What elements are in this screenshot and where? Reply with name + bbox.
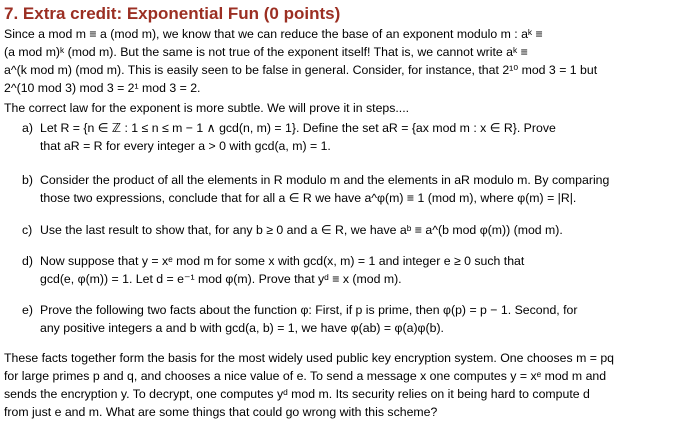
item-label: b)	[22, 173, 33, 187]
closing-line-2: for large primes p and q, and chooses a nice value of e. To send a message x one computes y = xᵉ mod m and	[4, 369, 607, 383]
item-d-line-1: Now suppose that y = xᵉ mod m for some x with gcd(x, m) = 1 and integer e ≥ 0 such that	[40, 254, 525, 268]
intro-line-2: (a mod m)ᵏ (mod m). But the same is not true of the exponent itself! That is, we cannot write aᵏ ≡	[4, 45, 528, 59]
item-b-cont	[22, 190, 682, 206]
closing-line-1: These facts together form the basis for the most widely used public key encryption system. One chooses m = pq	[4, 351, 615, 365]
item-label: d)	[22, 254, 33, 268]
item-e-cont	[22, 320, 682, 336]
lead-sentence: The correct law for the exponent is more subtle. We will prove it in steps....	[4, 101, 410, 115]
item-label: a)	[22, 121, 33, 135]
item-c	[22, 222, 682, 238]
item-e-line-2: any positive integers a and b with gcd(a, b) = 1, we have φ(ab) = φ(a)φ(b).	[40, 321, 444, 335]
intro-line-4: 2^(10 mod 3) mod 3 = 2¹ mod 3 = 2.	[4, 81, 201, 95]
item-d	[22, 253, 682, 269]
item-a-line-1: Let R = {n ∈ ℤ : 1 ≤ n ≤ m − 1 ∧ gcd(n, m) = 1}. Define the set aR = {ax mod m : x ∈ R}. Prove	[40, 121, 556, 135]
item-d-cont	[22, 271, 682, 287]
problem-title: 7. Extra credit: Exponential Fun (0 points)	[4, 4, 341, 23]
item-label: c)	[22, 223, 33, 237]
intro-line-1: Since a mod m ≡ a (mod m), we know that we can reduce the base of an exponent modulo m : aᵏ ≡	[4, 27, 543, 41]
item-c-line-1: Use the last result to show that, for any b ≥ 0 and a ∈ R, we have aᵇ ≡ a^(b mod φ(m)) (mod m).	[40, 223, 563, 237]
closing-line-3: sends the encryption y. To decrypt, one computes yᵈ mod m. Its security relies on it being hard to compute d	[4, 387, 590, 401]
item-a-cont	[22, 138, 682, 154]
closing-line-4: from just e and m. What are some things that could go wrong with this scheme?	[4, 405, 438, 419]
item-label: e)	[22, 303, 33, 317]
item-e-line-1: Prove the following two facts about the function φ: First, if p is prime, then φ(p) = p − 1. Second, for	[40, 303, 578, 317]
item-a-line-2: that aR = R for every integer a > 0 with gcd(a, m) = 1.	[40, 139, 331, 153]
item-b	[22, 172, 682, 188]
item-b-line-1: Consider the product of all the elements in R modulo m and the elements in aR modulo m. By comparing	[40, 173, 610, 187]
item-b-line-2: those two expressions, conclude that for all a ∈ R we have a^φ(m) ≡ 1 (mod m), where φ(m) = |R|.	[40, 191, 577, 205]
item-e	[22, 302, 682, 318]
item-d-line-2: gcd(e, φ(m)) = 1. Let d = e⁻¹ mod φ(m). Prove that yᵈ ≡ x (mod m).	[40, 272, 402, 286]
item-a	[22, 120, 682, 136]
intro-line-3: a^(k mod m) (mod m). This is easily seen to be false in general. Consider, for instance, that 2¹⁰ mod 3 = 1 but	[4, 63, 598, 77]
